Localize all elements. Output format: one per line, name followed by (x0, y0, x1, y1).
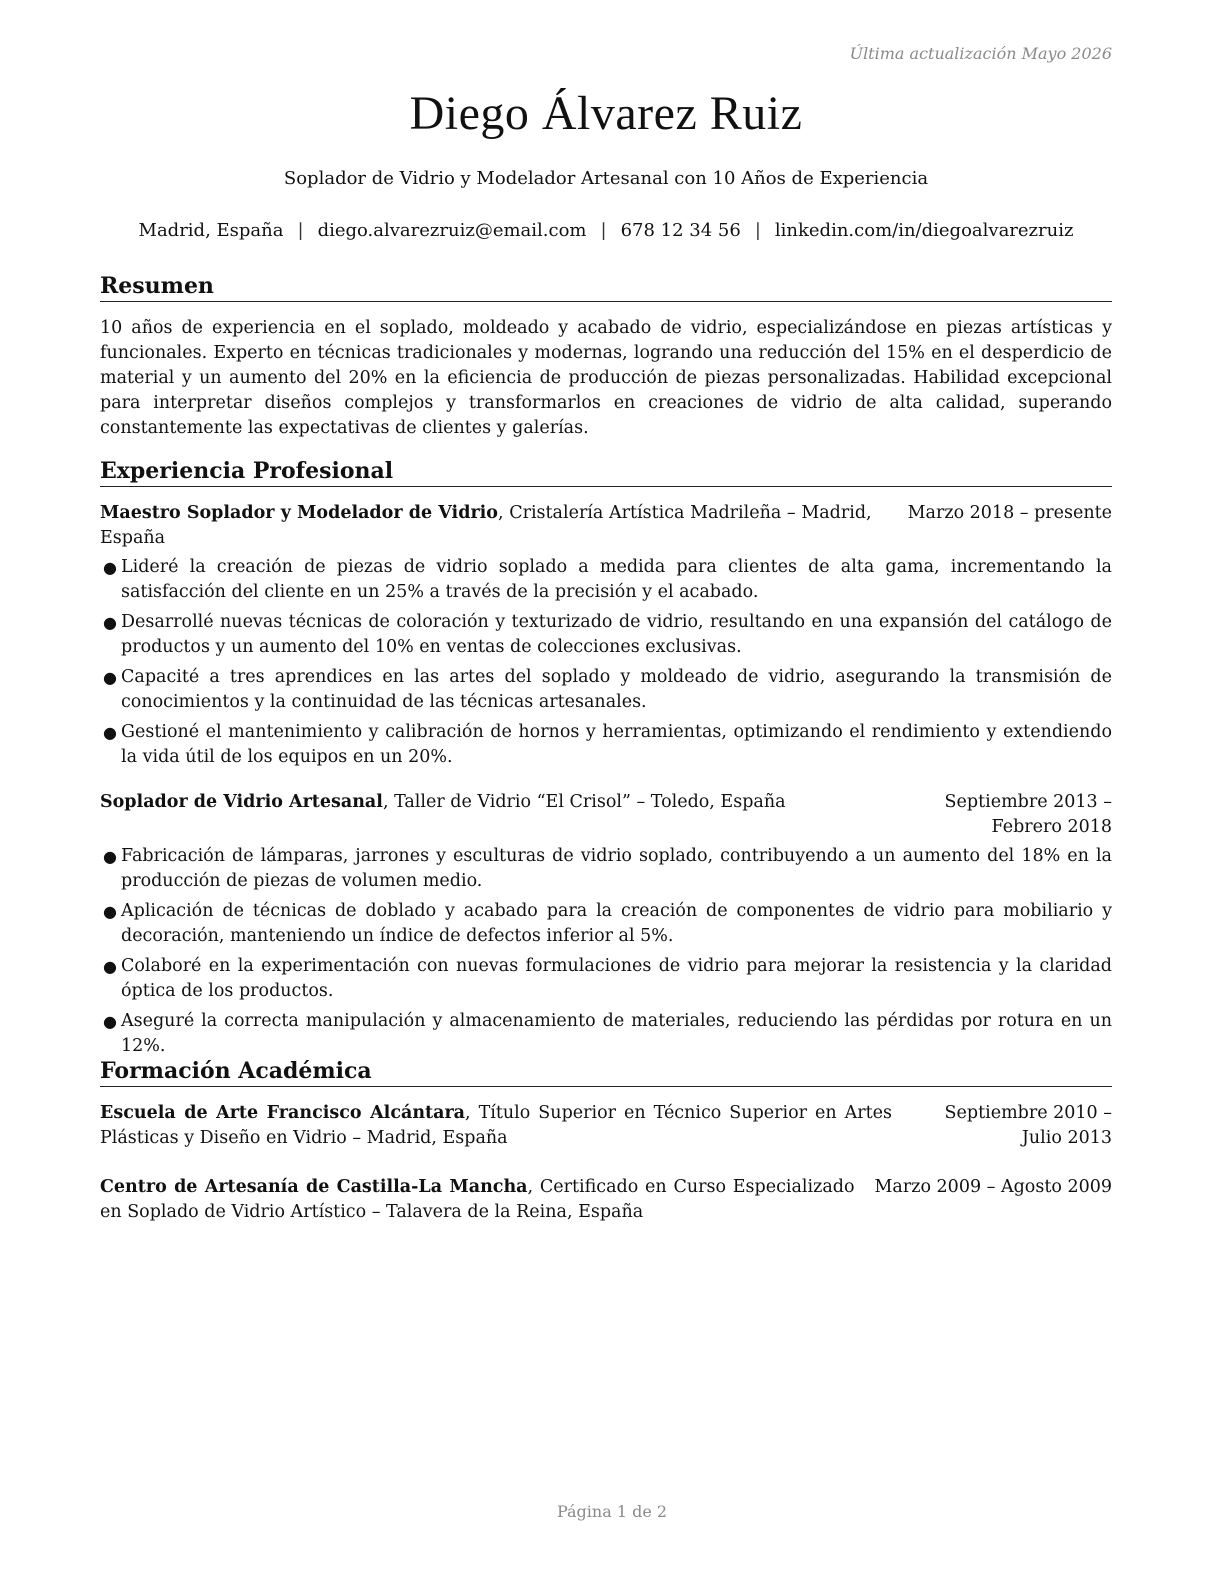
last-updated: Última actualización Mayo 2026 (849, 44, 1112, 63)
candidate-headline: Soplador de Vidrio y Modelador Artesanal con 10 Años de Experiencia (283, 168, 929, 189)
job-bullet: ● Desarrollé nuevas técnicas de coloración y texturizado de vidrio, resultando en una expansión del catálogo de productos y un aumento del 10% en ventas de colecciones exclusivas. (103, 612, 1112, 657)
contact-phone: 678 12 34 56 (620, 220, 741, 241)
bullet-icon: ● (103, 613, 117, 632)
summary-text: 10 años de experiencia en el soplado, moldeado y acabado de vidrio, especializándose en piezas artísticas y funcionales. Experto en técnicas tradicionales y modernas, logrando una reducción del 15% en el desperdicio de material y un aumento del 20% en la eficiencia de producción de piezas personalizadas. Habilidad excepcional para interpretar diseños complejos y transformarlos en creaciones de vidrio de alta calidad, superando constantemente las expectativas de clientes y galerías. (100, 318, 1112, 438)
bullet-icon: ● (103, 1012, 117, 1031)
job-role: Soplador de Vidrio Artesanal (100, 792, 383, 812)
job-company: , Cristalería Artística Madrileña – Madrid, España (100, 503, 872, 548)
education-detail: , Título Superior en Técnico Superior en Artes Plásticas y Diseño en Vidrio – Madrid, España (100, 1103, 892, 1148)
job-dates: Marzo 2018 – presente (907, 503, 1112, 523)
section-title-experience: Experiencia Profesional (100, 457, 1112, 487)
contact-email[interactable]: diego.alvarezruiz@email.com (317, 220, 587, 241)
education-section (100, 1057, 1112, 1225)
experience-section (100, 457, 1112, 1064)
job-bullet: ● Gestioné el mantenimiento y calibración de hornos y herramientas, optimizando el rendimiento y extendiendo la vida útil de los equipos en un 20%. (103, 722, 1112, 767)
bullet-icon: ● (103, 668, 117, 687)
page-number: Página 1 de 2 (556, 1502, 668, 1521)
contact-linkedin[interactable]: linkedin.com/in/diegoalvarezruiz (774, 220, 1074, 241)
contact-line (100, 220, 1112, 241)
education-school: Centro de Artesanía de Castilla-La Mancha (100, 1177, 528, 1197)
job-role: Maestro Soplador y Modelador de Vidrio (100, 503, 498, 523)
bullet-icon: ● (103, 957, 117, 976)
job-entry (100, 790, 1112, 1059)
contact-location: Madrid, España (138, 220, 284, 241)
job-bullet: ● Fabricación de lámparas, jarrones y esculturas de vidrio soplado, contribuyendo a un aumento del 18% en la producción de piezas de volumen medio. (103, 846, 1112, 891)
job-bullet: ● Aseguré la correcta manipulación y almacenamiento de materiales, reduciendo las pérdidas por rotura en un 12%. (103, 1011, 1112, 1056)
job-bullet: ● Lideré la creación de piezas de vidrio soplado a medida para clientes de alta gama, incrementando la satisfacción del cliente en un 25% a través de la precisión y el acabado. (103, 557, 1112, 602)
job-dates: Septiembre 2013 – Febrero 2018 (944, 792, 1112, 837)
job-bullet: ● Capacité a tres aprendices en las artes del soplado y moldeado de vidrio, asegurando la transmisión de conocimientos y la continuidad de las técnicas artesanales. (103, 667, 1112, 712)
job-header (100, 501, 1112, 551)
job-entry (100, 501, 1112, 770)
summary-section (100, 272, 1112, 441)
education-detail: , Certificado en Curso Especializado en Soplado de Vidrio Artístico – Talavera de la Reina, España (100, 1177, 855, 1222)
education-entry (100, 1101, 1112, 1151)
bullet-icon: ● (103, 902, 117, 921)
section-title-summary: Resumen (100, 272, 1112, 302)
contact-separator: | (754, 220, 761, 241)
job-company: , Taller de Vidrio “El Crisol” – Toledo, España (382, 792, 786, 812)
education-dates: Septiembre 2010 – Julio 2013 (944, 1103, 1112, 1148)
job-bullets (100, 844, 1112, 1059)
contact-separator: | (297, 220, 304, 241)
education-school: Escuela de Arte Francisco Alcántara (100, 1103, 466, 1123)
education-dates: Marzo 2009 – Agosto 2009 (874, 1177, 1112, 1197)
candidate-name: Diego Álvarez Ruiz (409, 87, 803, 140)
job-bullet: ● Aplicación de técnicas de doblado y acabado para la creación de componentes de vidrio para mobiliario y decoración, manteniendo un índice de defectos inferior al 5%. (103, 901, 1112, 946)
job-header (100, 790, 1112, 840)
education-entry (100, 1175, 1112, 1225)
section-title-education: Formación Académica (100, 1057, 1112, 1087)
job-bullets (100, 555, 1112, 770)
job-bullet: ● Colaboré en la experimentación con nuevas formulaciones de vidrio para mejorar la resistencia y la claridad óptica de los productos. (103, 956, 1112, 1001)
contact-separator: | (600, 220, 607, 241)
bullet-icon: ● (103, 847, 117, 866)
bullet-icon: ● (103, 558, 117, 577)
bullet-icon: ● (103, 723, 117, 742)
